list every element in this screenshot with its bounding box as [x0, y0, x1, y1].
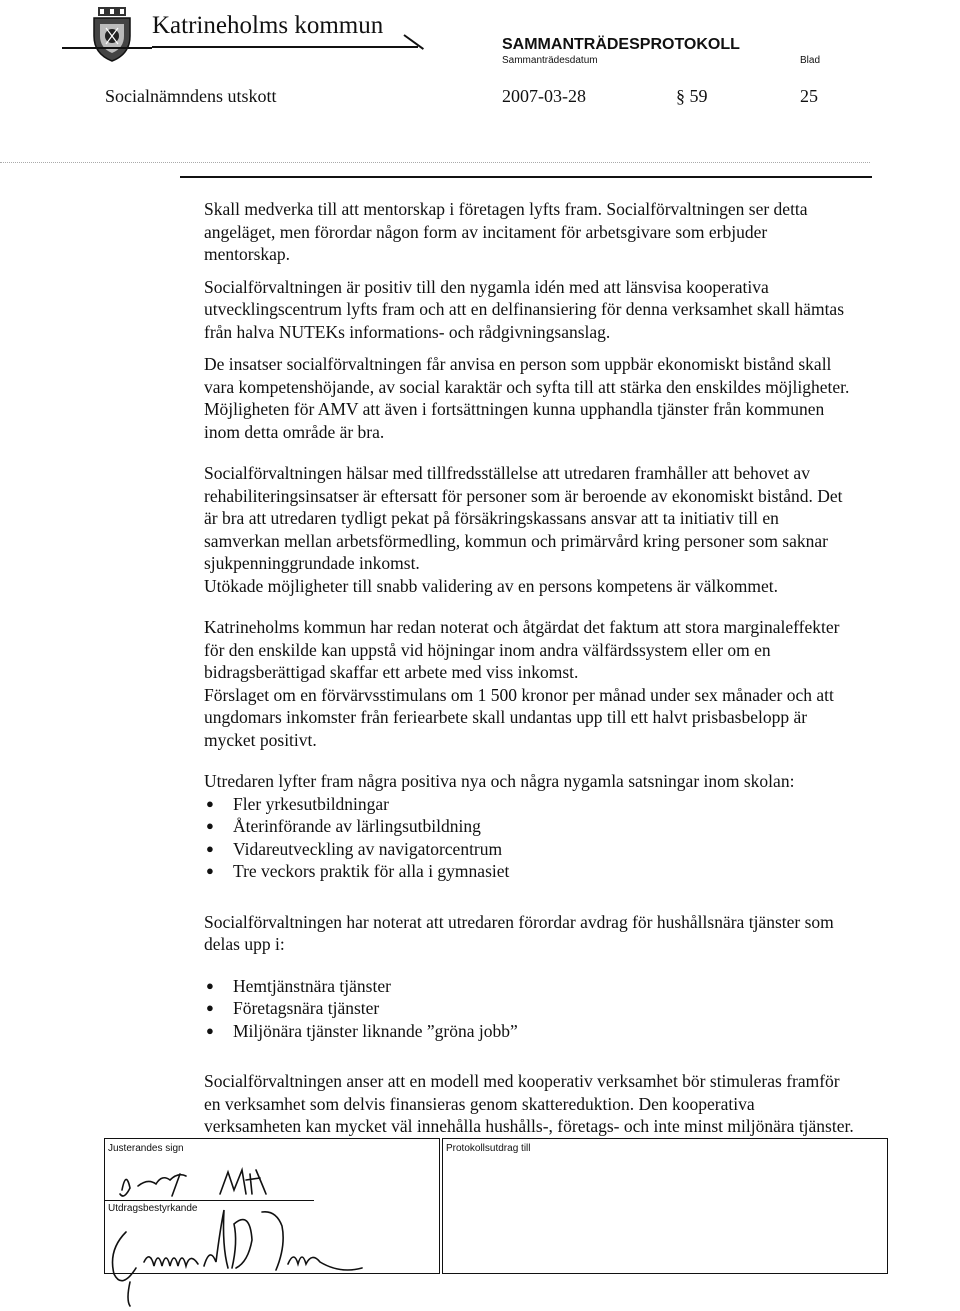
municipal-coat-of-arms-icon — [86, 6, 138, 62]
municipality-underline — [152, 46, 418, 48]
paragraph-household-services: Socialförvaltningen har noterat att utredaren förordar avdrag för hushållsnära tjänster som delas upp i: — [204, 911, 834, 954]
school-initiatives-list — [204, 793, 854, 883]
page-number: 25 — [800, 86, 818, 106]
protocol-extract-box — [442, 1138, 888, 1274]
header-logo-rule — [62, 47, 152, 49]
paragraph-cooperative-centres: Socialförvaltningen är positiv till den nygamla idén med att länsvisa kooperativa utvecklingscentrum lyfts fram och att en delfinansiering för denna verksamhet skall hämtas från halva NUTEKs informations- och rådgivningsanslag. — [204, 276, 845, 342]
document-body — [204, 198, 854, 1138]
paragraph-validation: Utökade möjligheter till snabb validering av en persons kompetens är välkommet. — [204, 575, 778, 596]
meeting-date-label: Sammanträdesdatum — [502, 55, 598, 66]
page-label: Blad — [800, 55, 821, 66]
protocol-extract-label: Protokollsutdrag till — [446, 1143, 531, 1154]
list-item: ● Tre veckors praktik för alla i gymnasiet — [204, 860, 854, 883]
list-item: ● Vidareutveckling av navigatorcentrum — [204, 838, 854, 861]
household-services-list — [204, 975, 854, 1043]
header-rule — [180, 176, 872, 178]
municipality-name: Katrineholms kommun — [152, 12, 384, 39]
extract-certifier-label: Utdragsbestyrkande — [108, 1203, 198, 1214]
list-item: ● Återinförande av lärlingsutbildning — [204, 815, 854, 838]
list-item: ● Företagsnära tjänster — [204, 997, 854, 1020]
paragraph-cooperative-model: Socialförvaltningen anser att en modell med kooperativ verksamhet bör stimuleras framför en verksamhet som delvis finansieras genom skattereduktion. Den kooperativa verksamheten kan mycket väl innehålla hushålls-, företags- och inte minst miljönära tjänster. — [204, 1071, 854, 1136]
list-item: ● Fler yrkesutbildningar — [204, 793, 854, 816]
adjuster-sign-label: Justerandes sign — [108, 1143, 184, 1154]
committee-name: Socialnämndens utskott — [105, 86, 277, 106]
paragraph-competence-measures: De insatser socialförvaltningen får anvisa en person som uppbär ekonomiskt bistånd skall vara kompetenshöjande, av social karaktär och syfta till att stärka den enskildes möjligheter. Möjligheten för AMV att även i fortsättningen kunna upphandla tjänster från kommunen inom detta område är bra. — [204, 354, 850, 442]
handwritten-signatures — [100, 1150, 440, 1310]
paragraph-mentorship: Skall medverka till att mentorskap i företagen lyfts fram. Socialförvaltningen ser detta angeläget, men förordar någon form av incitament för arbetsgivare som erbjuder mentorskap. — [204, 199, 808, 264]
paragraph-marginal-effects: Katrineholms kommun har redan noterat och åtgärdat det faktum att stora marginaleffekter för den enskilde kan uppstå vid höjningar inom andra välfärdssystem eller om en bidragsberättigad skaffar ett arbete med viss inkomst. — [204, 617, 840, 682]
list-item: ● Hemtjänstnära tjänster — [204, 975, 854, 998]
paragraph-rehabilitation: Socialförvaltningen hälsar med tillfredsställelse att utredaren framhåller att behovet av rehabiliteringsinsatser är eftersatt för personer som är beroende av ekonomiskt bistånd. Det är bra att utredaren tydligt pekat på försäkringskassans ansvar att ta initiativ till en samverkan mellan arbetsförmedling, kommun och primärvård kring personer som saknar sjukpenninggrundade inkomst. — [204, 463, 843, 573]
paragraph-school-initiatives: Utredaren lyfter fram några positiva nya och några nygamla satsningar inom skolan: — [204, 771, 795, 791]
scan-dotted-line — [0, 162, 870, 163]
meeting-date: 2007-03-28 — [502, 86, 586, 106]
paragraph-number: § 59 — [676, 86, 708, 106]
protocol-title: SAMMANTRÄDESPROTOKOLL — [502, 36, 740, 53]
list-item: ● Miljönära tjänster liknande ”gröna jobb” — [204, 1020, 854, 1043]
paragraph-employment-stimulus: Förslaget om en förvärvsstimulans om 1 500 kronor per månad under sex månader och att ungdomars inkomster från feriearbete skall undantas upp till ett halvt prisbasbelopp är mycket positivt. — [204, 684, 834, 750]
